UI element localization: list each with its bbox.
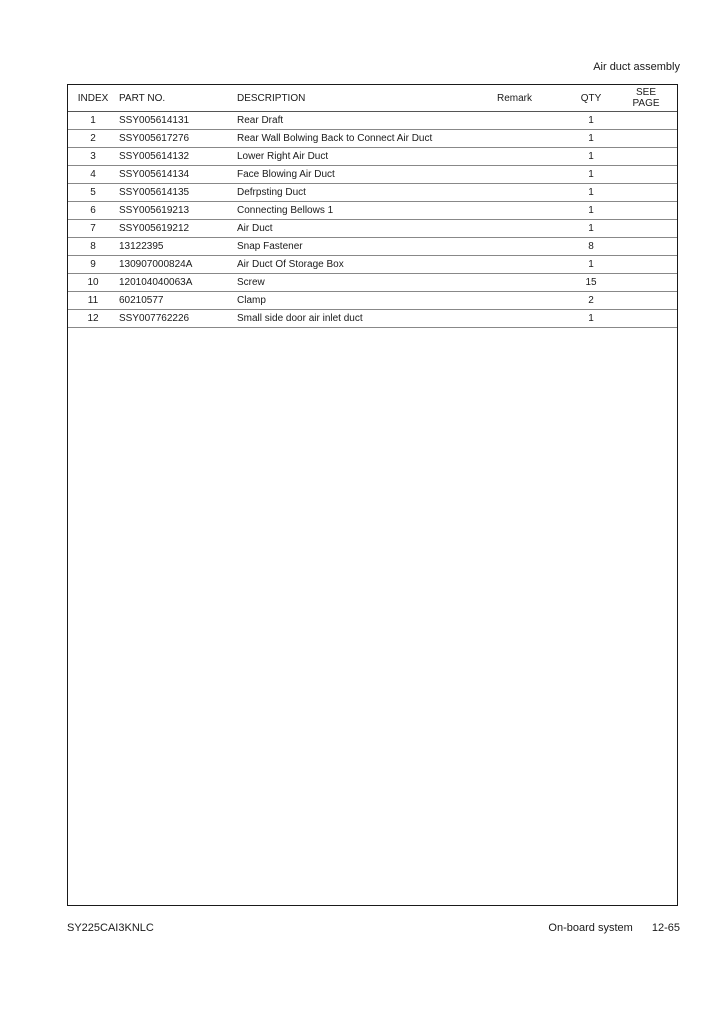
cell-part-no: SSY005614131 (118, 112, 237, 130)
cell-index: 11 (68, 292, 118, 310)
cell-index: 12 (68, 310, 118, 328)
parts-list-frame (67, 84, 678, 906)
cell-see-page (615, 130, 677, 148)
cell-part-no: SSY005617276 (118, 130, 237, 148)
cell-description: Snap Fastener (237, 238, 497, 256)
table-row (68, 166, 677, 184)
table-row (68, 130, 677, 148)
col-header-part-no: PART NO. (118, 85, 237, 112)
table-row (68, 148, 677, 166)
cell-see-page (615, 292, 677, 310)
cell-see-page (615, 112, 677, 130)
cell-remark (497, 202, 567, 220)
cell-remark (497, 148, 567, 166)
cell-qty: 1 (567, 184, 615, 202)
footer-model: SY225CAI3KNLC (67, 922, 154, 934)
cell-see-page (615, 202, 677, 220)
cell-description: Face Blowing Air Duct (237, 166, 497, 184)
cell-description: Small side door air inlet duct (237, 310, 497, 328)
cell-description: Screw (237, 274, 497, 292)
cell-part-no: SSY005614132 (118, 148, 237, 166)
cell-see-page (615, 238, 677, 256)
cell-index: 2 (68, 130, 118, 148)
parts-table-header (68, 85, 677, 112)
cell-qty: 1 (567, 220, 615, 238)
table-row (68, 292, 677, 310)
cell-remark (497, 310, 567, 328)
cell-index: 3 (68, 148, 118, 166)
cell-see-page (615, 184, 677, 202)
col-header-remark: Remark (497, 85, 567, 112)
cell-index: 5 (68, 184, 118, 202)
cell-part-no: 120104040063A (118, 274, 237, 292)
table-row (68, 256, 677, 274)
cell-remark (497, 238, 567, 256)
cell-index: 6 (68, 202, 118, 220)
col-header-see-page-line1: SEE (635, 87, 656, 98)
cell-index: 4 (68, 166, 118, 184)
cell-part-no: 130907000824A (118, 256, 237, 274)
cell-remark (497, 184, 567, 202)
cell-see-page (615, 310, 677, 328)
cell-part-no: SSY005614135 (118, 184, 237, 202)
table-row (68, 202, 677, 220)
cell-qty: 8 (567, 238, 615, 256)
cell-qty: 15 (567, 274, 615, 292)
col-header-index: INDEX (68, 85, 118, 112)
page-title: Air duct assembly (593, 61, 680, 73)
cell-see-page (615, 148, 677, 166)
parts-table-body (68, 112, 677, 328)
cell-remark (497, 112, 567, 130)
cell-index: 1 (68, 112, 118, 130)
table-row (68, 220, 677, 238)
table-row (68, 310, 677, 328)
footer-section: On-board system (548, 922, 633, 934)
cell-part-no: SSY005619213 (118, 202, 237, 220)
cell-description: Rear Draft (237, 112, 497, 130)
cell-part-no: SSY005619212 (118, 220, 237, 238)
col-header-see-page (615, 85, 677, 112)
cell-index: 8 (68, 238, 118, 256)
cell-description: Air Duct Of Storage Box (237, 256, 497, 274)
parts-table (68, 85, 677, 328)
cell-remark (497, 166, 567, 184)
col-header-see-page-line2: PAGE (632, 98, 660, 109)
cell-index: 10 (68, 274, 118, 292)
cell-part-no: SSY007762226 (118, 310, 237, 328)
cell-see-page (615, 256, 677, 274)
cell-qty: 1 (567, 130, 615, 148)
cell-qty: 1 (567, 202, 615, 220)
cell-qty: 1 (567, 112, 615, 130)
header-row (68, 85, 677, 112)
cell-remark (497, 292, 567, 310)
cell-description: Rear Wall Bolwing Back to Connect Air Duct (237, 130, 497, 148)
footer-page-number: 12-65 (651, 922, 680, 934)
cell-qty: 1 (567, 256, 615, 274)
cell-part-no: 13122395 (118, 238, 237, 256)
cell-remark (497, 256, 567, 274)
table-row (68, 274, 677, 292)
cell-description: Clamp (237, 292, 497, 310)
cell-description: Connecting Bellows 1 (237, 202, 497, 220)
cell-qty: 2 (567, 292, 615, 310)
cell-part-no: SSY005614134 (118, 166, 237, 184)
cell-see-page (615, 166, 677, 184)
cell-index: 9 (68, 256, 118, 274)
footer-page-info (548, 922, 680, 934)
cell-description: Air Duct (237, 220, 497, 238)
cell-see-page (615, 274, 677, 292)
table-row (68, 184, 677, 202)
cell-see-page (615, 220, 677, 238)
cell-description: Lower Right Air Duct (237, 148, 497, 166)
col-header-qty: QTY (567, 85, 615, 112)
cell-qty: 1 (567, 166, 615, 184)
cell-part-no: 60210577 (118, 292, 237, 310)
table-row (68, 238, 677, 256)
cell-remark (497, 274, 567, 292)
col-header-description: DESCRIPTION (237, 85, 497, 112)
cell-qty: 1 (567, 148, 615, 166)
table-row (68, 112, 677, 130)
cell-description: Defrpsting Duct (237, 184, 497, 202)
cell-remark (497, 220, 567, 238)
cell-qty: 1 (567, 310, 615, 328)
cell-index: 7 (68, 220, 118, 238)
cell-remark (497, 130, 567, 148)
